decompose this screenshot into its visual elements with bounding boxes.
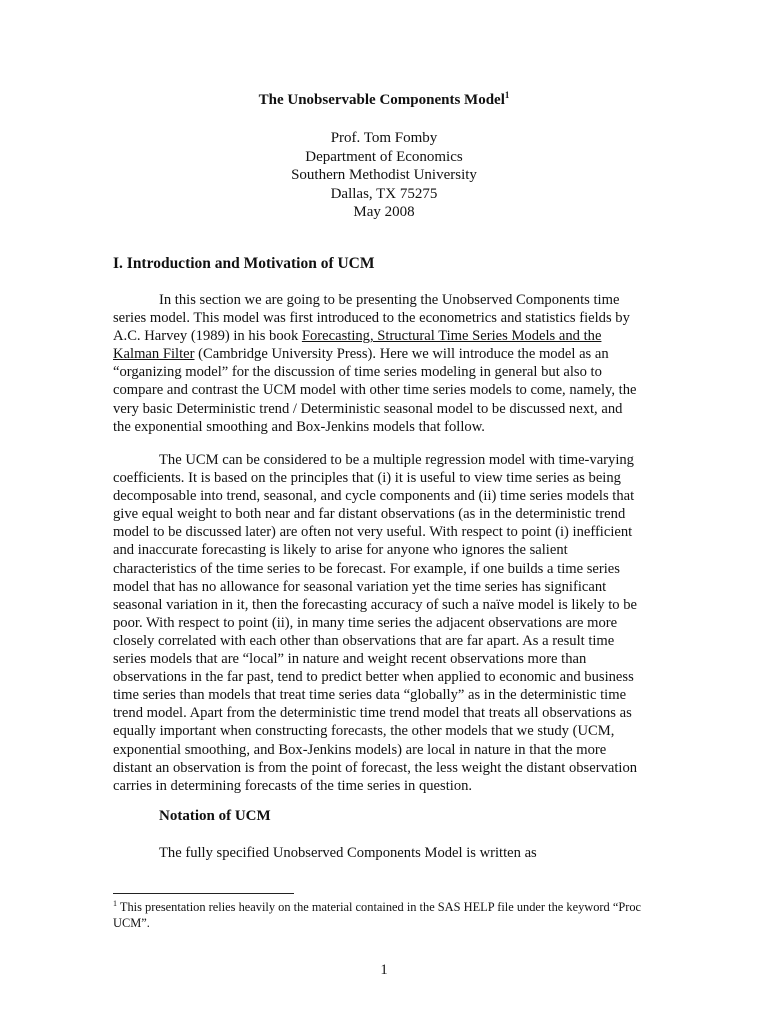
text-line: distant an observation is from the point of forecast, the less weight the distant observation	[113, 759, 638, 776]
text-line: very basic Deterministic trend / Deterministic seasonal model to be discussed next, and	[113, 400, 623, 417]
text-line: trend model. Apart from the deterministic time trend model that treats all observations as	[113, 705, 632, 722]
paper-title	[0, 91, 768, 109]
text-line: series models that are “local” in nature and weight recent observations more than	[113, 651, 587, 668]
text-line: coefficients. It is based on the principles that (i) it is useful to view time series as being	[113, 470, 621, 487]
author-block	[0, 129, 768, 222]
paragraph-ucm-description	[113, 451, 658, 795]
text-line: closely correlated with each other than observations that are far apart. As a result time	[113, 632, 615, 649]
footnote	[113, 899, 643, 931]
paragraph-notation: The fully specified Unobserved Components Model is written as	[159, 845, 537, 861]
footnote-text: This presentation relies heavily on the material contained in the SAS HELP file under the keyword “Proc	[117, 900, 642, 914]
text-line: model to be discussed later) are often not very useful. With respect to point (i) inefficient	[113, 524, 633, 541]
text-line: “organizing model” for the discussion of time series modeling in general but also to	[113, 364, 602, 381]
text-line: equally important when constructing forecasts, the other models that we study (UCM,	[113, 723, 615, 740]
author-address: Dallas, TX 75275	[330, 185, 438, 202]
author-university: Southern Methodist University	[291, 167, 477, 184]
text-line: series model. This model was first introduced to the econometrics and statistics fields by	[113, 310, 630, 327]
footnote-mark: 1	[113, 898, 117, 908]
text-line	[113, 345, 658, 363]
text-line: give equal weight to both near and far distant observations (as in the deterministic trend	[113, 506, 626, 523]
text-line	[113, 291, 658, 309]
text-line-content: In this section we are going to be presenting the Unobserved Components time	[159, 292, 620, 308]
text-line: and inaccurate forecasting is likely to arise for anyone who ignores the salient	[113, 542, 568, 559]
paper-title-text: The Unobservable Components Model	[258, 92, 505, 108]
footnote-line	[113, 899, 643, 915]
paragraph-intro	[113, 291, 658, 436]
text-line	[113, 451, 658, 469]
title-footnote-mark: 1	[504, 90, 510, 100]
text-line: model that has no allowance for seasonal variation yet the time series has significant	[113, 578, 607, 595]
footnote-line: UCM”.	[113, 916, 150, 930]
text-line	[113, 327, 658, 345]
text-line-content: The UCM can be considered to be a multiple regression model with time-varying	[159, 452, 634, 468]
section-heading: I. Introduction and Motivation of UCM	[113, 255, 375, 272]
author-name: Prof. Tom Fomby	[330, 130, 438, 146]
text-line: compare and contrast the UCM model with other time series models to come, namely, the	[113, 382, 637, 399]
text-line-content: (Cambridge University Press). Here we will introduce the model as an	[194, 346, 609, 363]
author-department: Department of Economics	[305, 148, 463, 165]
text-line-content: A.C. Harvey (1989) in his book	[113, 328, 302, 345]
text-line: the exponential smoothing and Box-Jenkins models that follow.	[113, 418, 485, 435]
text-line: characteristics of the time series to be forecast. For example, if one builds a time series	[113, 560, 620, 577]
subsection-heading: Notation of UCM	[159, 808, 271, 824]
footnote-divider	[113, 893, 294, 894]
page-number: 1	[380, 962, 388, 978]
book-title-link: Kalman Filter	[113, 346, 195, 363]
text-line: carries in determining forecasts of the time series in question.	[113, 777, 473, 794]
text-line: exponential smoothing, and Box-Jenkins models) are local in nature in that the more	[113, 741, 607, 758]
paper-date: May 2008	[353, 204, 415, 221]
text-line: observations in the far past, tend to predict better when applied to economic and business	[113, 669, 634, 686]
text-line: seasonal variation in it, then the forecasting accuracy of such a naïve model is likely to be	[113, 596, 637, 613]
book-title-link: Forecasting, Structural Time Series Models and the	[301, 328, 602, 345]
text-line: poor. With respect to point (ii), in many time series the adjacent observations are more	[113, 614, 618, 631]
text-line: time series than models that treat time series data “globally” as in the deterministic time	[113, 687, 627, 704]
text-line: decomposable into trend, seasonal, and cycle components and (ii) time series models that	[113, 488, 635, 505]
